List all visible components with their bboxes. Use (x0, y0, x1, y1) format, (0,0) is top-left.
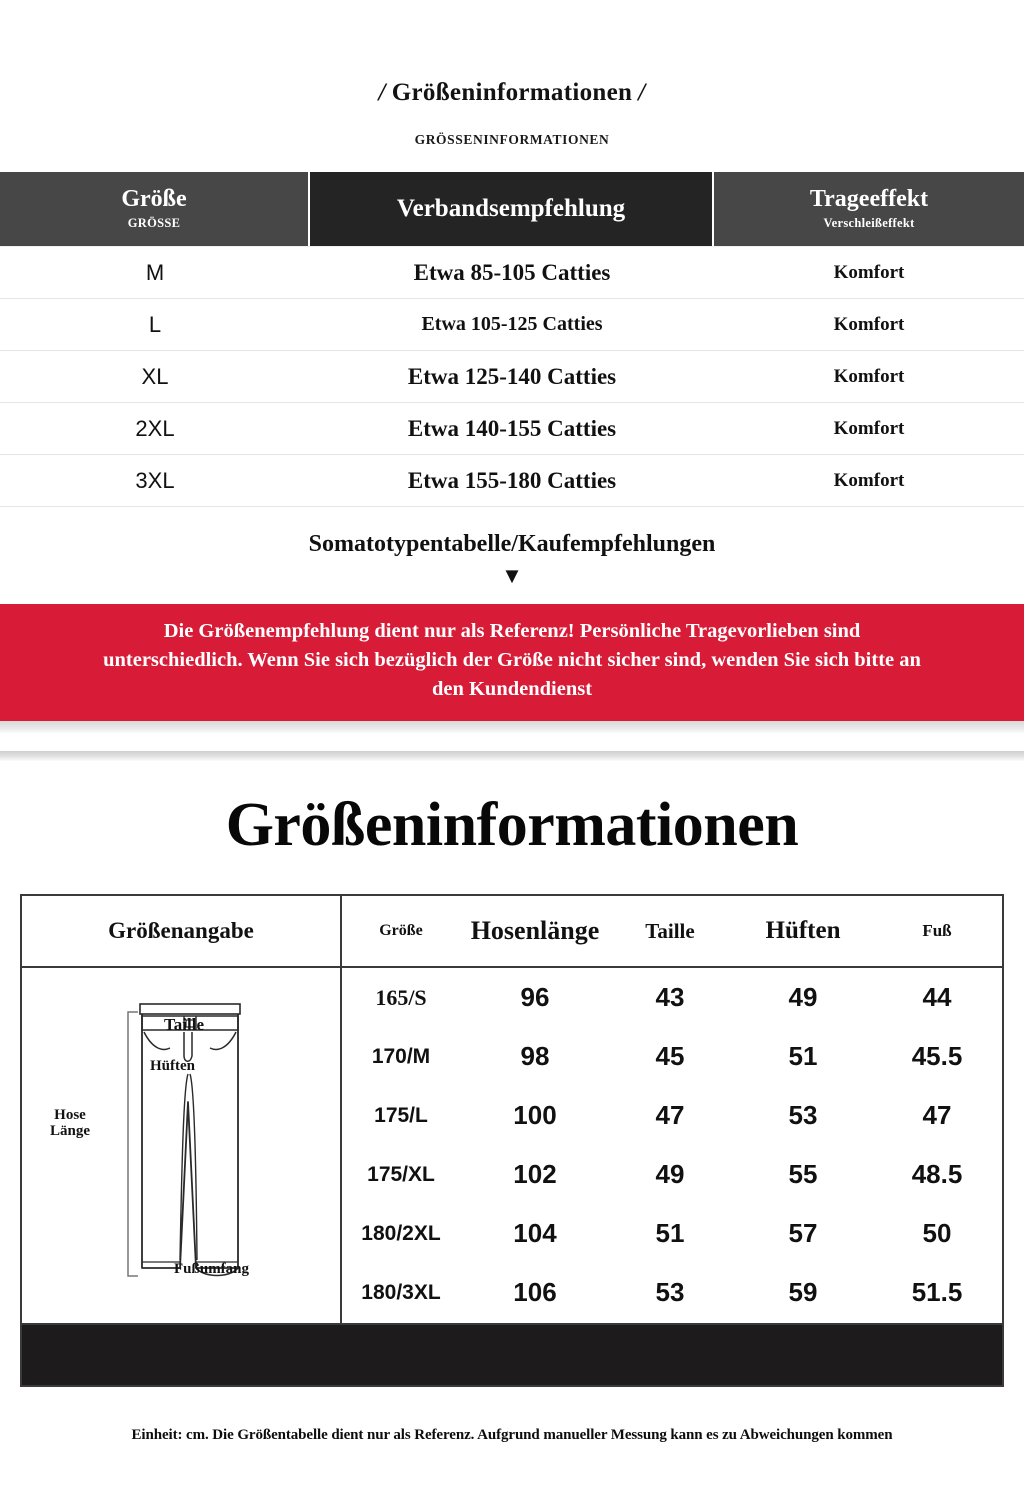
cell-size (0, 416, 310, 442)
table-row (342, 1204, 1002, 1263)
cell-effect-text: Komfort (833, 417, 905, 439)
cell-hip: 51 (788, 1041, 818, 1072)
cell-recommendation (310, 313, 714, 336)
cell-recommendation-text: Etwa 140-155 Catties (407, 415, 617, 441)
cell-foot: 48.5 (911, 1159, 963, 1190)
cell-recommendation (310, 416, 714, 442)
pants-diagram-cell (22, 968, 342, 1323)
cell-effect-text: Komfort (833, 261, 905, 283)
measurement-table-header (22, 896, 1002, 968)
cell-size (0, 468, 310, 494)
cell-size-text: XL (141, 363, 169, 389)
section-divider-bottom (0, 751, 1024, 761)
measurement-values (342, 968, 1002, 1323)
cell-hip: 53 (788, 1100, 818, 1131)
pants-illustration-icon (100, 990, 280, 1290)
cell-recommendation-text: Etwa 155-180 Catties (407, 467, 617, 493)
measurement-left-header (22, 896, 342, 966)
table-row (0, 246, 1024, 299)
cell-recommendation-text: Etwa 105-125 Catties (421, 313, 603, 335)
cell-length: 102 (513, 1159, 557, 1190)
warning-banner: Die Größenempfehlung dient nur als Referenz! Persönliche Tragevorlieben sind unterschiedlich. Wenn Sie sich bezüglich der Größe nicht sicher sind, wenden Sie sich bitte an den Kundendienst (0, 604, 1024, 721)
cell-effect (714, 262, 1024, 284)
cell-size: 175/L (374, 1103, 428, 1127)
cell-recommendation (310, 260, 714, 286)
header-size: Größe (379, 922, 423, 940)
diagram-label-length-line2: Länge (50, 1123, 91, 1140)
cell-foot: 45.5 (911, 1041, 963, 1072)
page-subtitle: GRÖSSENINFORMATIONEN (414, 132, 610, 147)
table-row (0, 403, 1024, 455)
cell-hip: 59 (788, 1277, 818, 1308)
header-foot: Fuß (922, 921, 952, 941)
cell-length: 104 (513, 1218, 557, 1249)
page-title-text: Größeninformationen (391, 79, 633, 106)
cell-effect (714, 366, 1024, 388)
arrow-down-icon: ▼ (501, 563, 523, 588)
section-gap (0, 733, 1024, 751)
header-pant-length: Hosenlänge (470, 916, 600, 946)
diagram-label-waist: Taille (164, 1015, 204, 1035)
cell-size: 175/XL (367, 1162, 435, 1186)
cell-size (0, 312, 310, 338)
slash-decoration-left: / (378, 79, 386, 106)
cell-length: 96 (520, 982, 550, 1013)
table-header-size-sub: GRÖSSE (127, 215, 181, 230)
cell-waist: 47 (655, 1100, 685, 1131)
header-waist: Taille (645, 918, 695, 943)
table-header-size (0, 172, 310, 246)
diagram-label-foot: Fußumfang (174, 1261, 250, 1278)
table-row (0, 455, 1024, 507)
cell-waist: 45 (655, 1041, 685, 1072)
table-row (342, 968, 1002, 1027)
size-table-header-row (0, 172, 1024, 246)
cell-length: 106 (513, 1277, 557, 1308)
measurement-left-header-text: Größenangabe (108, 918, 254, 944)
slash-decoration-right: / (638, 79, 646, 106)
pants-diagram (22, 968, 342, 1323)
section-two-title: Größeninformationen (225, 791, 799, 860)
diagram-label-length (50, 1108, 90, 1140)
size-table-body (0, 246, 1024, 507)
table-row (0, 299, 1024, 351)
cell-hip: 49 (788, 982, 818, 1013)
table-row (342, 1086, 1002, 1145)
table-row (342, 1263, 1002, 1322)
cell-hip: 57 (788, 1218, 818, 1249)
size-info-section-two (0, 761, 1024, 1444)
table-header-recommendation-main: Verbandsempfehlung (396, 194, 626, 222)
table-header-size-main: Größe (121, 186, 187, 213)
cell-size-text: 3XL (135, 467, 175, 493)
table-header-recommendation (310, 172, 714, 246)
cell-waist: 43 (655, 982, 685, 1013)
cell-size: 180/3XL (361, 1280, 441, 1304)
cell-effect (714, 470, 1024, 492)
cell-length: 98 (520, 1041, 550, 1072)
table-row (342, 1027, 1002, 1086)
cell-effect-text: Komfort (833, 469, 905, 491)
measurement-right-header (342, 896, 1002, 966)
cell-foot: 44 (922, 982, 952, 1013)
cell-waist: 53 (655, 1277, 685, 1308)
cell-effect (714, 314, 1024, 336)
cell-size (0, 260, 310, 286)
cell-size-text: L (148, 311, 162, 337)
table-header-effect (714, 172, 1024, 246)
cell-effect-text: Komfort (833, 365, 905, 387)
cell-waist: 49 (655, 1159, 685, 1190)
measurement-table (20, 894, 1004, 1325)
cell-size: 170/M (371, 1044, 431, 1068)
diagram-label-length-line1: Hose (54, 1107, 86, 1124)
cell-recommendation-text: Etwa 85-105 Catties (413, 259, 611, 285)
cell-size-text: 2XL (135, 415, 175, 441)
cell-foot: 47 (922, 1100, 952, 1131)
table-header-effect-sub: Verschleißeffekt (823, 215, 915, 230)
table-row (342, 1145, 1002, 1204)
cell-length: 100 (513, 1100, 557, 1131)
cell-size (0, 364, 310, 390)
table-header-effect-main: Trageeffekt (809, 186, 929, 213)
cell-recommendation-text: Etwa 125-140 Catties (407, 363, 617, 389)
table-bottom-dark-band (20, 1325, 1004, 1387)
page-title (0, 0, 1024, 105)
cell-effect (714, 418, 1024, 440)
somatotype-label: Somatotypentabelle/Kaufempfehlungen (308, 531, 716, 557)
cell-size-text: M (145, 259, 165, 285)
cell-recommendation (310, 364, 714, 390)
cell-waist: 51 (655, 1218, 685, 1249)
cell-hip: 55 (788, 1159, 818, 1190)
diagram-label-hips: Hüften (150, 1058, 195, 1075)
cell-effect-text: Komfort (833, 313, 905, 335)
cell-size: 165/S (375, 984, 427, 1010)
cell-recommendation (310, 468, 714, 494)
section-divider-top (0, 721, 1024, 733)
cell-foot: 51.5 (911, 1277, 963, 1308)
table-row (0, 351, 1024, 403)
header-hips: Hüften (765, 917, 841, 945)
cell-size: 180/2XL (361, 1221, 441, 1245)
measurement-table-body (22, 968, 1002, 1323)
footer-disclaimer: Einheit: cm. Die Größentabelle dient nur als Referenz. Aufgrund manueller Messung kann es zu Abweichungen kommen (131, 1427, 893, 1444)
cell-foot: 50 (922, 1218, 952, 1249)
